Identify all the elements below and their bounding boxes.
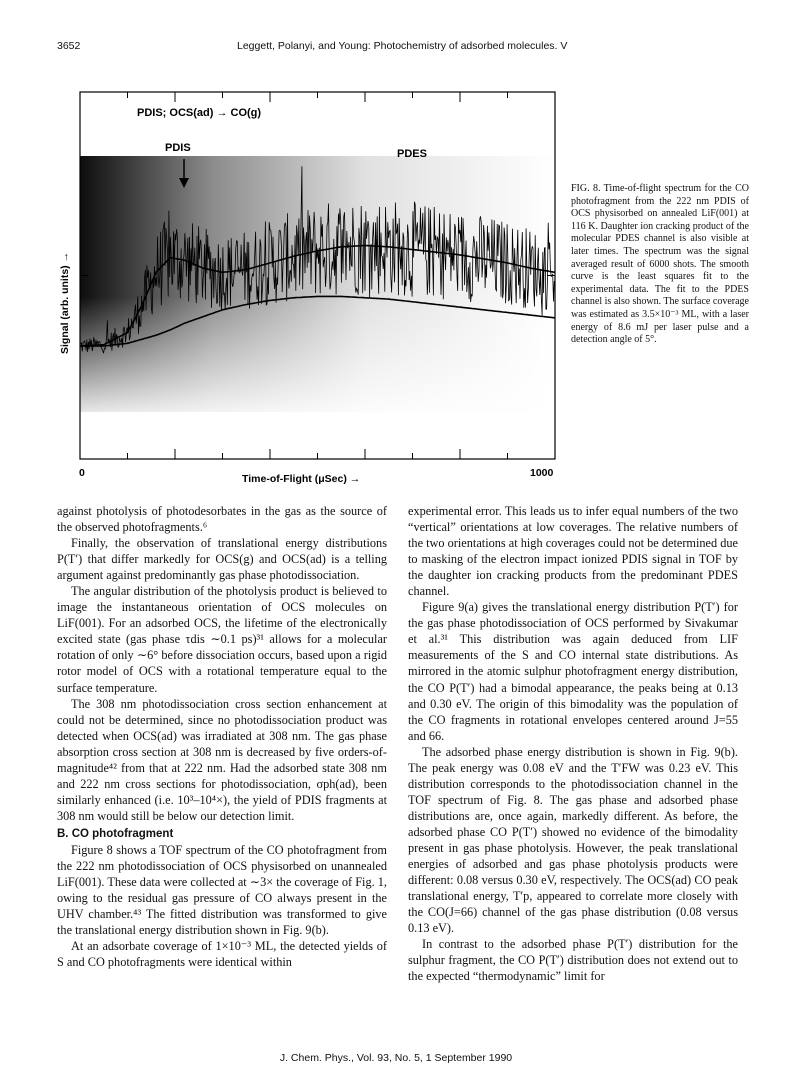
paragraph: The angular distribution of the photolysis product is believed to image the instantaneous orientation of OCS molecules on LiF(001). For an adsorbed OCS, the lifetime of the electronically excited state (gas phase τdis ∼0.1 ps)³¹ allows for a molecular rotation of only ∼6° before dissociation occurs, based upon a rigid rotor model of OCS with a rotational temperature equal to the surface temperature. — [57, 584, 387, 695]
paragraph: against photolysis of photodesorbates in the gas as the source of the observed photofragments.⁶ — [57, 504, 387, 535]
paragraph: experimental error. This leads us to infer equal numbers of the two “vertical” orientations at low coverages. The relative numbers of the two orientations at high coverages could not be determined due to masking of the electron impact ionized PDIS signal in TOF by the daughter ion cracking products from the predominant PDES channel. — [408, 504, 738, 599]
page-footer: J. Chem. Phys., Vol. 93, No. 5, 1 September 1990 — [279, 1052, 513, 1064]
y-axis-label: Signal (arb. units) → — [59, 251, 71, 354]
x-tick-label-0: 0 — [79, 467, 85, 479]
pdis-label: PDIS — [165, 142, 191, 154]
x-axis-label: Time-of-Flight (μSec) → — [242, 473, 361, 484]
left-column — [57, 503, 387, 970]
paragraph: The adsorbed phase energy distribution is shown in Fig. 9(b). The peak energy was 0.08 eV and the T′FW was 0.23 eV. This distribution corresponds to the photodissociation channel in the TOF spectrum of Fig. 8. The gas phase and adsorbed phase distributions are, once again, markedly different. As before, the adsorbed phase CO P(T′) showed no evidence of the bimodality present in gas phase photolysis. However, the peak translational energies of adsorbed and gas phase photolysis products were different: 0.08 versus 0.30 eV, respectively. The OCS(ad) CO peak translational energy, T′p, appeared to correlate more closely with the CO(J=66) channel of the gas phase distribution (0.08 versus 0.13 eV). — [408, 744, 738, 936]
figure-caption: FIG. 8. Time-of-flight spectrum for the CO photofragment from the 222 nm PDIS of OCS physisorbed on annealed LiF(001) at 116 K. Daughter ion cracking product of the molecular PDES channel is also visible at later times. The spectrum was the signal averaged result of 6000 shots. The smooth curve is the least squares fit to the experimental data. The fit to the PDES channel is also shown. The surface coverage was estimated as 3.5×10⁻³ ML, with a laser energy of 8.6 mJ per laser pulse and a detection angle of 5°. — [571, 183, 749, 346]
paragraph: Finally, the observation of translational energy distributions P(T′) that differ markedly for OCS(g) and OCS(ad) is a telling argument against predominantly gas phase photodissociation. — [57, 536, 387, 583]
plot-title: PDIS; OCS(ad) → CO(g) — [137, 107, 262, 119]
paragraph: Figure 8 shows a TOF spectrum of the CO photofragment from the 222 nm photodissociation of OCS physisorbed on unannealed LiF(001). These data were collected at ∼3× the coverage of Fig. 1, owing to the residual gas pressure of CO always present in the UHV chamber.⁴³ The fitted distribution was transformed to give the translational energy distribution shown in Fig. 9(b). — [57, 842, 387, 938]
running-title: Leggett, Polanyi, and Young: Photochemistry of adsorbed molecules. V — [237, 40, 568, 52]
paragraph: Figure 9(a) gives the translational energy distribution P(T′) for the gas phase photodissociation of OCS performed by Sivakumar et al.³¹ This distribution was again deduced from LIF measurements of the S and CO internal state distributions. As mirrored in the atomic sulphur photofragment energy distribution, the CO P(T′) had a bimodal appearance, the peaks being at 0.13 and 0.30 eV. The origin of this bimodality was the population of the CO fragments in rotational envelopes centered around J=55 and 66. — [408, 600, 738, 743]
section-heading: B. CO photofragment — [57, 827, 174, 840]
page-number: 3652 — [57, 40, 81, 52]
right-column — [408, 503, 738, 984]
pdes-label: PDES — [397, 148, 427, 160]
paragraph: At an adsorbate coverage of 1×10⁻³ ML, the detected yields of S and CO photofragments were identical within — [57, 939, 387, 970]
x-tick-label-1000: 1000 — [530, 467, 554, 479]
paragraph: The 308 nm photodissociation cross section enhancement at could not be determined, since no photodissociation product was detected when OCS(ad) was irradiated at 308 nm. The gas phase absorption cross section at 308 nm is decreased by five orders-of-magnitude⁴² from that at 222 nm. Had the adsorbed state 308 nm and 222 nm cross sections for photodissociation, σph(ad), been similarly enhanced (i.e. 10³–10⁴×), the yield of PDIS fragments at 308 nm would still be below our detection limit. — [57, 696, 387, 823]
paragraph: In contrast to the adsorbed phase P(T′) distribution for the sulphur fragment, the CO P(T′) distribution does not extend out to the expected “thermodynamic” limit for — [408, 937, 738, 984]
